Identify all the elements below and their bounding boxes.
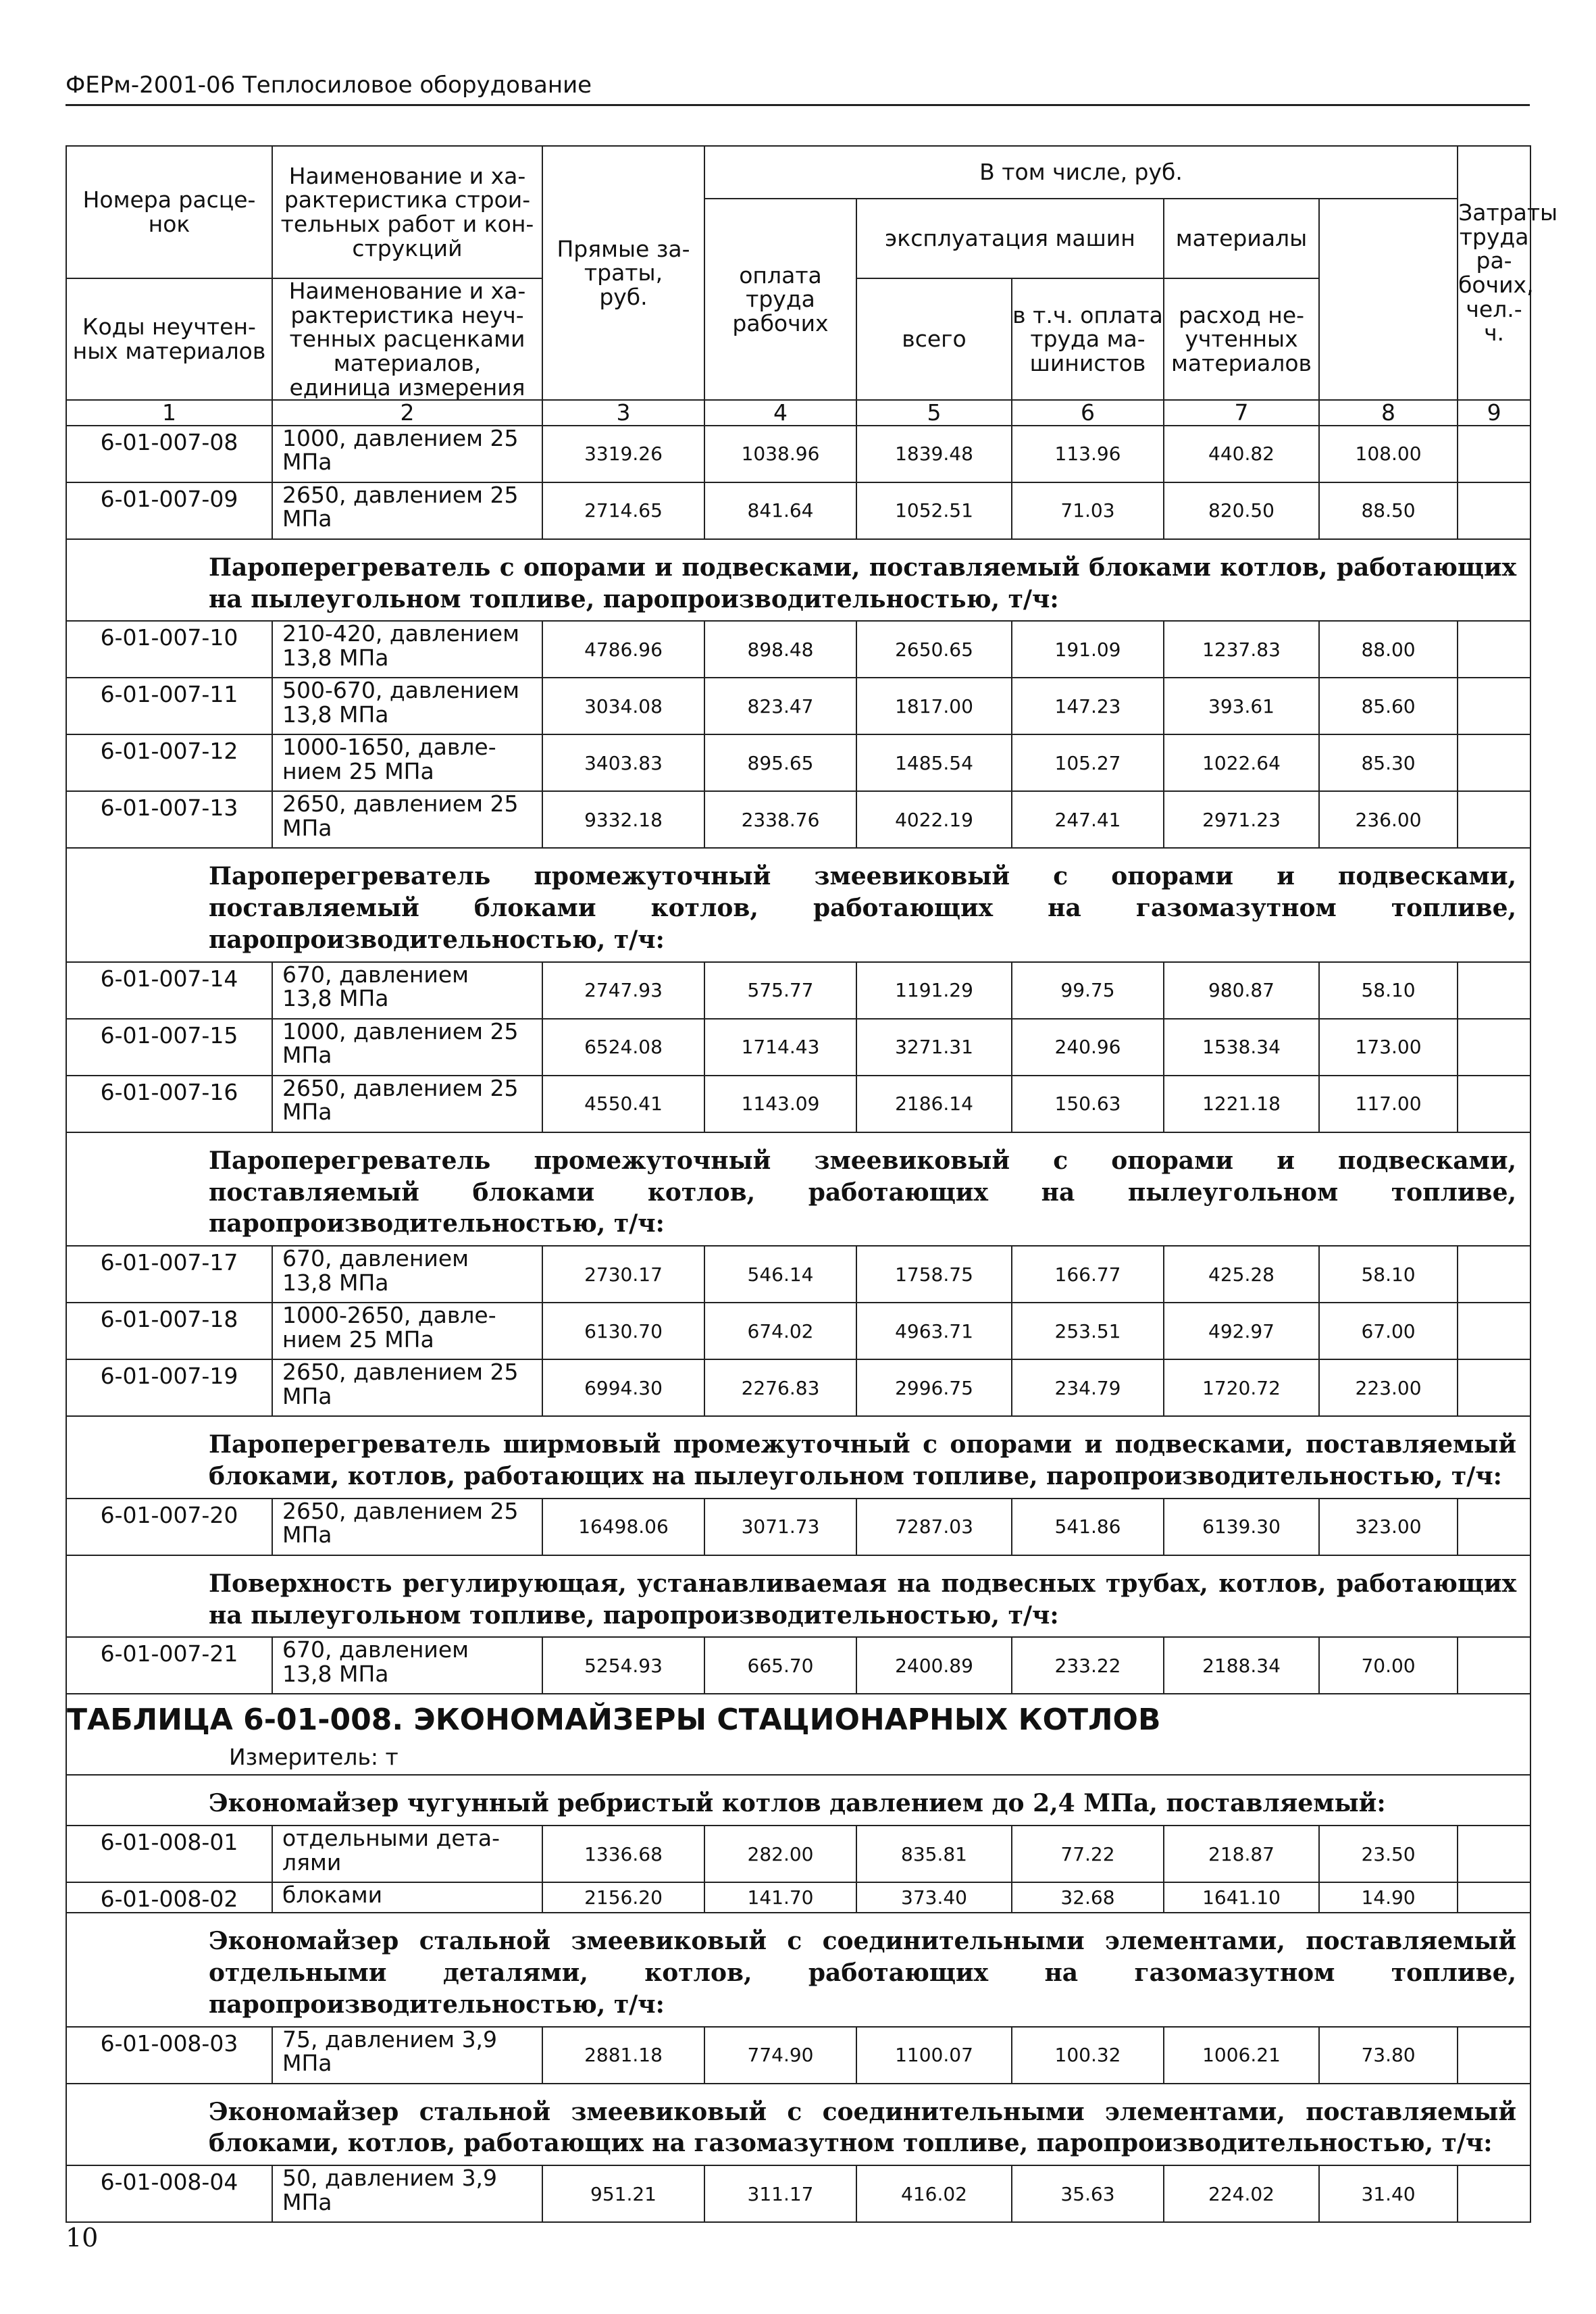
table-row [66, 734, 1530, 791]
value-cell: 117.00 [1319, 1076, 1458, 1132]
value-cell [1458, 2027, 1530, 2084]
value-cell: 173.00 [1319, 1019, 1458, 1076]
col-head-wage: оплата труда рабочих [704, 199, 856, 400]
value-cell [1458, 962, 1530, 1019]
section-heading-row [66, 848, 1530, 961]
value-cell: 1641.10 [1164, 1882, 1319, 1913]
work-name: 2650, давлением 25 МПа [272, 1359, 542, 1416]
value-cell: 234.79 [1012, 1359, 1164, 1416]
value-cell: 7287.03 [856, 1499, 1012, 1555]
value-cell: 6524.08 [542, 1019, 704, 1076]
section-heading: Экономайзер стальной змеевиковый с соединительными элементами, поставляемый блоками, котлов, работающих на газомазутном топливе, паропроизводительностью, т/ч: [66, 2084, 1530, 2166]
rate-code: 6-01-008-03 [66, 2027, 272, 2084]
section-heading: Пароперегреватель промежуточный змеевиковый с опорами и подвесками, поставляемый блоками котлов, работающих на газомазутном топливе, паропроизводительностью, т/ч: [66, 848, 1530, 961]
section-heading-row [66, 1555, 1530, 1638]
table-row [66, 1246, 1530, 1303]
value-cell: 393.61 [1164, 678, 1319, 734]
value-cell: 1100.07 [856, 2027, 1012, 2084]
rate-code: 6-01-007-10 [66, 621, 272, 678]
value-cell: 1143.09 [704, 1076, 856, 1132]
value-cell: 1022.64 [1164, 734, 1319, 791]
value-cell: 1538.34 [1164, 1019, 1319, 1076]
column-number: 1 [66, 400, 272, 426]
work-name: 2650, давлением 25 МПа [272, 1499, 542, 1555]
value-cell: 895.65 [704, 734, 856, 791]
value-cell [1458, 734, 1530, 791]
table-row [66, 1826, 1530, 1882]
rate-code: 6-01-007-11 [66, 678, 272, 734]
page-number: 10 [66, 2223, 99, 2253]
measure-row [66, 1741, 1530, 1775]
value-cell: 2996.75 [856, 1359, 1012, 1416]
col-head-work-name: Наименование и ха- рактеристика строи- тельных работ и кон- струкций [272, 146, 542, 278]
table-row [66, 482, 1530, 539]
col-head-machines: эксплуатация машин [856, 199, 1164, 278]
rate-code: 6-01-008-04 [66, 2165, 272, 2222]
value-cell: 820.50 [1164, 482, 1319, 539]
work-name: 1000-2650, давле- нием 25 МПа [272, 1303, 542, 1359]
value-cell: 99.75 [1012, 962, 1164, 1019]
section-heading-row [66, 1416, 1530, 1499]
rate-code: 6-01-008-01 [66, 1826, 272, 1882]
value-cell: 9332.18 [542, 791, 704, 848]
value-cell: 191.09 [1012, 621, 1164, 678]
col-head-direct-costs: Прямые за- траты, руб. [542, 146, 704, 400]
value-cell: 2881.18 [542, 2027, 704, 2084]
column-number: 4 [704, 400, 856, 426]
value-cell: 1720.72 [1164, 1359, 1319, 1416]
column-number: 3 [542, 400, 704, 426]
value-cell [1458, 482, 1530, 539]
work-name: 1000-1650, давле- нием 25 МПа [272, 734, 542, 791]
value-cell: 951.21 [542, 2165, 704, 2222]
value-cell: 14.90 [1319, 1882, 1458, 1913]
col-head-material-codes: Коды неучтен- ных материалов [66, 278, 272, 400]
work-name: 670, давлением 13,8 МПа [272, 962, 542, 1019]
value-cell: 440.82 [1164, 426, 1319, 482]
work-name: отдельными дета- лями [272, 1826, 542, 1882]
rates-table [66, 145, 1558, 2223]
value-cell: 166.77 [1012, 1246, 1164, 1303]
value-cell: 2730.17 [542, 1246, 704, 1303]
table-title-row [66, 1694, 1530, 1741]
value-cell: 823.47 [704, 678, 856, 734]
section-heading: Экономайзер стальной змеевиковый с соединительными элементами, поставляемый отдельными деталями, котлов, работающих на газомазутном топливе, паропроизводительностью, т/ч: [66, 1913, 1530, 2026]
column-number: 2 [272, 400, 542, 426]
value-cell: 1237.83 [1164, 621, 1319, 678]
value-cell [1458, 621, 1530, 678]
value-cell [1458, 1826, 1530, 1882]
table-title: ТАБЛИЦА 6-01-008. ЭКОНОМАЙЗЕРЫ СТАЦИОНАРНЫХ КОТЛОВ [66, 1694, 1530, 1741]
value-cell: 4022.19 [856, 791, 1012, 848]
value-cell: 2338.76 [704, 791, 856, 848]
rate-code: 6-01-007-18 [66, 1303, 272, 1359]
value-cell: 35.63 [1012, 2165, 1164, 2222]
value-cell: 980.87 [1164, 962, 1319, 1019]
column-number: 5 [856, 400, 1012, 426]
value-cell: 5254.93 [542, 1637, 704, 1694]
value-cell [1458, 1076, 1530, 1132]
value-cell: 2188.34 [1164, 1637, 1319, 1694]
table-row [66, 2165, 1530, 2222]
column-numbers-row [66, 400, 1530, 426]
value-cell: 898.48 [704, 621, 856, 678]
value-cell [1458, 426, 1530, 482]
value-cell: 492.97 [1164, 1303, 1319, 1359]
value-cell: 247.41 [1012, 791, 1164, 848]
value-cell: 233.22 [1012, 1637, 1164, 1694]
col-head-materials: материалы [1164, 199, 1319, 278]
value-cell: 218.87 [1164, 1826, 1319, 1882]
column-number: 6 [1012, 400, 1164, 426]
value-cell [1458, 1246, 1530, 1303]
value-cell: 2747.93 [542, 962, 704, 1019]
value-cell: 4550.41 [542, 1076, 704, 1132]
value-cell: 2650.65 [856, 621, 1012, 678]
work-name: 670, давлением 13,8 МПа [272, 1246, 542, 1303]
rate-code: 6-01-007-15 [66, 1019, 272, 1076]
value-cell: 58.10 [1319, 1246, 1458, 1303]
value-cell: 240.96 [1012, 1019, 1164, 1076]
rate-code: 6-01-007-09 [66, 482, 272, 539]
value-cell [1458, 1019, 1530, 1076]
value-cell: 835.81 [856, 1826, 1012, 1882]
section-heading: Пароперегреватель промежуточный змеевиковый с опорами и подвесками, поставляемый блоками котлов, работающих на пылеугольном топливе, паропроизводительностью, т/ч: [66, 1132, 1530, 1246]
value-cell: 3034.08 [542, 678, 704, 734]
value-cell: 70.00 [1319, 1637, 1458, 1694]
measure-unit: Измеритель: т [66, 1741, 1530, 1775]
value-cell: 1052.51 [856, 482, 1012, 539]
table-row [66, 1499, 1530, 1555]
column-number: 8 [1319, 400, 1458, 426]
value-cell: 4963.71 [856, 1303, 1012, 1359]
value-cell: 3403.83 [542, 734, 704, 791]
value-cell: 841.64 [704, 482, 856, 539]
value-cell: 73.80 [1319, 2027, 1458, 2084]
work-name: 50, давлением 3,9 МПа [272, 2165, 542, 2222]
value-cell: 541.86 [1012, 1499, 1164, 1555]
col-head-labor: Затраты труда ра- бочих, чел.-ч. [1458, 146, 1530, 400]
rate-code: 6-01-007-08 [66, 426, 272, 482]
value-cell: 141.70 [704, 1882, 856, 1913]
value-cell: 1714.43 [704, 1019, 856, 1076]
value-cell: 1191.29 [856, 962, 1012, 1019]
value-cell: 2400.89 [856, 1637, 1012, 1694]
column-number: 7 [1164, 400, 1319, 426]
col-head-codes: Номера расце- нок [66, 146, 272, 278]
table-row [66, 1637, 1530, 1694]
value-cell: 1758.75 [856, 1246, 1012, 1303]
value-cell: 311.17 [704, 2165, 856, 2222]
work-name: 670, давлением 13,8 МПа [272, 1637, 542, 1694]
value-cell: 58.10 [1319, 962, 1458, 1019]
col-head-machines-total: всего [856, 278, 1012, 400]
value-cell [1458, 1303, 1530, 1359]
rate-code: 6-01-007-21 [66, 1637, 272, 1694]
value-cell: 77.22 [1012, 1826, 1164, 1882]
value-cell: 6139.30 [1164, 1499, 1319, 1555]
value-cell: 67.00 [1319, 1303, 1458, 1359]
value-cell [1458, 1359, 1530, 1416]
value-cell: 85.30 [1319, 734, 1458, 791]
value-cell: 108.00 [1319, 426, 1458, 482]
value-cell: 16498.06 [542, 1499, 704, 1555]
value-cell: 31.40 [1319, 2165, 1458, 2222]
section-heading: Поверхность регулирующая, устанавливаемая на подвесных трубах, котлов, работающих на пылеугольном топливе, паропроизводительностью, т/ч: [66, 1555, 1530, 1638]
value-cell: 113.96 [1012, 426, 1164, 482]
value-cell: 2714.65 [542, 482, 704, 539]
value-cell: 546.14 [704, 1246, 856, 1303]
value-cell: 1006.21 [1164, 2027, 1319, 2084]
rate-code: 6-01-007-17 [66, 1246, 272, 1303]
value-cell: 100.32 [1012, 2027, 1164, 2084]
work-name: 75, давлением 3,9 МПа [272, 2027, 542, 2084]
table-row [66, 1359, 1530, 1416]
rate-code: 6-01-007-14 [66, 962, 272, 1019]
table-row [66, 621, 1530, 678]
work-name: 2650, давлением 25 МПа [272, 1076, 542, 1132]
value-cell: 224.02 [1164, 2165, 1319, 2222]
value-cell: 85.60 [1319, 678, 1458, 734]
page-header: ФЕРм-2001-06 Теплосиловое оборудование [66, 72, 592, 99]
work-name: 1000, давлением 25 МПа [272, 426, 542, 482]
value-cell [1458, 791, 1530, 848]
col-head-machinists-wage: в т.ч. оплата труда ма- шинистов [1012, 278, 1164, 400]
table-row [66, 1882, 1530, 1913]
value-cell: 88.00 [1319, 621, 1458, 678]
value-cell: 150.63 [1012, 1076, 1164, 1132]
section-heading-row [66, 539, 1530, 622]
col-head-material-name: Наименование и ха- рактеристика неуч- тенных расценками материалов, единица измерения [272, 278, 542, 400]
section-heading: Пароперегреватель ширмовый промежуточный с опорами и подвесками, поставляемый блоками, котлов, работающих на пылеугольном топливе, паропроизводительностью, т/ч: [66, 1416, 1530, 1499]
value-cell: 2156.20 [542, 1882, 704, 1913]
table-row [66, 426, 1530, 482]
table-row [66, 1076, 1530, 1132]
work-name: 2650, давлением 25 МПа [272, 791, 542, 848]
value-cell: 323.00 [1319, 1499, 1458, 1555]
header-rule [66, 104, 1530, 106]
col-head-material-consumption: расход не- учтенных материалов [1164, 278, 1319, 400]
value-cell: 674.02 [704, 1303, 856, 1359]
value-cell: 3319.26 [542, 426, 704, 482]
value-cell: 1817.00 [856, 678, 1012, 734]
value-cell: 1839.48 [856, 426, 1012, 482]
value-cell: 2186.14 [856, 1076, 1012, 1132]
value-cell: 2276.83 [704, 1359, 856, 1416]
column-number: 9 [1458, 400, 1530, 426]
work-name: блоками [272, 1882, 542, 1913]
value-cell [1458, 2165, 1530, 2222]
value-cell: 223.00 [1319, 1359, 1458, 1416]
section-heading-row [66, 1913, 1530, 2026]
rate-code: 6-01-007-16 [66, 1076, 272, 1132]
value-cell: 1485.54 [856, 734, 1012, 791]
value-cell: 253.51 [1012, 1303, 1164, 1359]
table-row [66, 2027, 1530, 2084]
value-cell: 282.00 [704, 1826, 856, 1882]
table-row [66, 678, 1530, 734]
table-row [66, 791, 1530, 848]
value-cell: 71.03 [1012, 482, 1164, 539]
value-cell: 1336.68 [542, 1826, 704, 1882]
table-row [66, 1303, 1530, 1359]
work-name: 1000, давлением 25 МПа [272, 1019, 542, 1076]
value-cell: 2971.23 [1164, 791, 1319, 848]
value-cell: 23.50 [1319, 1826, 1458, 1882]
table-row [66, 962, 1530, 1019]
value-cell: 236.00 [1319, 791, 1458, 848]
value-cell: 373.40 [856, 1882, 1012, 1913]
work-name: 500-670, давлением 13,8 МПа [272, 678, 542, 734]
value-cell: 774.90 [704, 2027, 856, 2084]
value-cell: 105.27 [1012, 734, 1164, 791]
header-row-1 [66, 146, 1530, 199]
value-cell: 147.23 [1012, 678, 1164, 734]
work-name: 210-420, давлением 13,8 МПа [272, 621, 542, 678]
work-name: 2650, давлением 25 МПа [272, 482, 542, 539]
value-cell: 575.77 [704, 962, 856, 1019]
rate-code: 6-01-007-13 [66, 791, 272, 848]
value-cell: 665.70 [704, 1637, 856, 1694]
value-cell: 32.68 [1012, 1882, 1164, 1913]
section-heading: Экономайзер чугунный ребристый котлов давлением до 2,4 МПа, поставляемый: [66, 1775, 1530, 1826]
value-cell: 416.02 [856, 2165, 1012, 2222]
value-cell [1458, 678, 1530, 734]
section-heading-row [66, 2084, 1530, 2166]
rate-code: 6-01-007-19 [66, 1359, 272, 1416]
value-cell: 1038.96 [704, 426, 856, 482]
value-cell: 3271.31 [856, 1019, 1012, 1076]
table-row [66, 1019, 1530, 1076]
value-cell [1458, 1882, 1530, 1913]
value-cell [1458, 1637, 1530, 1694]
value-cell [1458, 1499, 1530, 1555]
rate-code: 6-01-007-20 [66, 1499, 272, 1555]
section-heading: Пароперегреватель с опорами и подвесками, поставляемый блоками котлов, работающих на пылеугольном топливе, паропроизводительностью, т/ч: [66, 539, 1530, 622]
value-cell: 4786.96 [542, 621, 704, 678]
value-cell: 88.50 [1319, 482, 1458, 539]
rate-code: 6-01-008-02 [66, 1882, 272, 1913]
value-cell: 1221.18 [1164, 1076, 1319, 1132]
value-cell: 6994.30 [542, 1359, 704, 1416]
value-cell: 3071.73 [704, 1499, 856, 1555]
section-heading-row [66, 1132, 1530, 1246]
value-cell: 6130.70 [542, 1303, 704, 1359]
col-head-including: В том числе, руб. [704, 146, 1458, 199]
section-heading-row [66, 1775, 1530, 1826]
rate-code: 6-01-007-12 [66, 734, 272, 791]
value-cell: 425.28 [1164, 1246, 1319, 1303]
